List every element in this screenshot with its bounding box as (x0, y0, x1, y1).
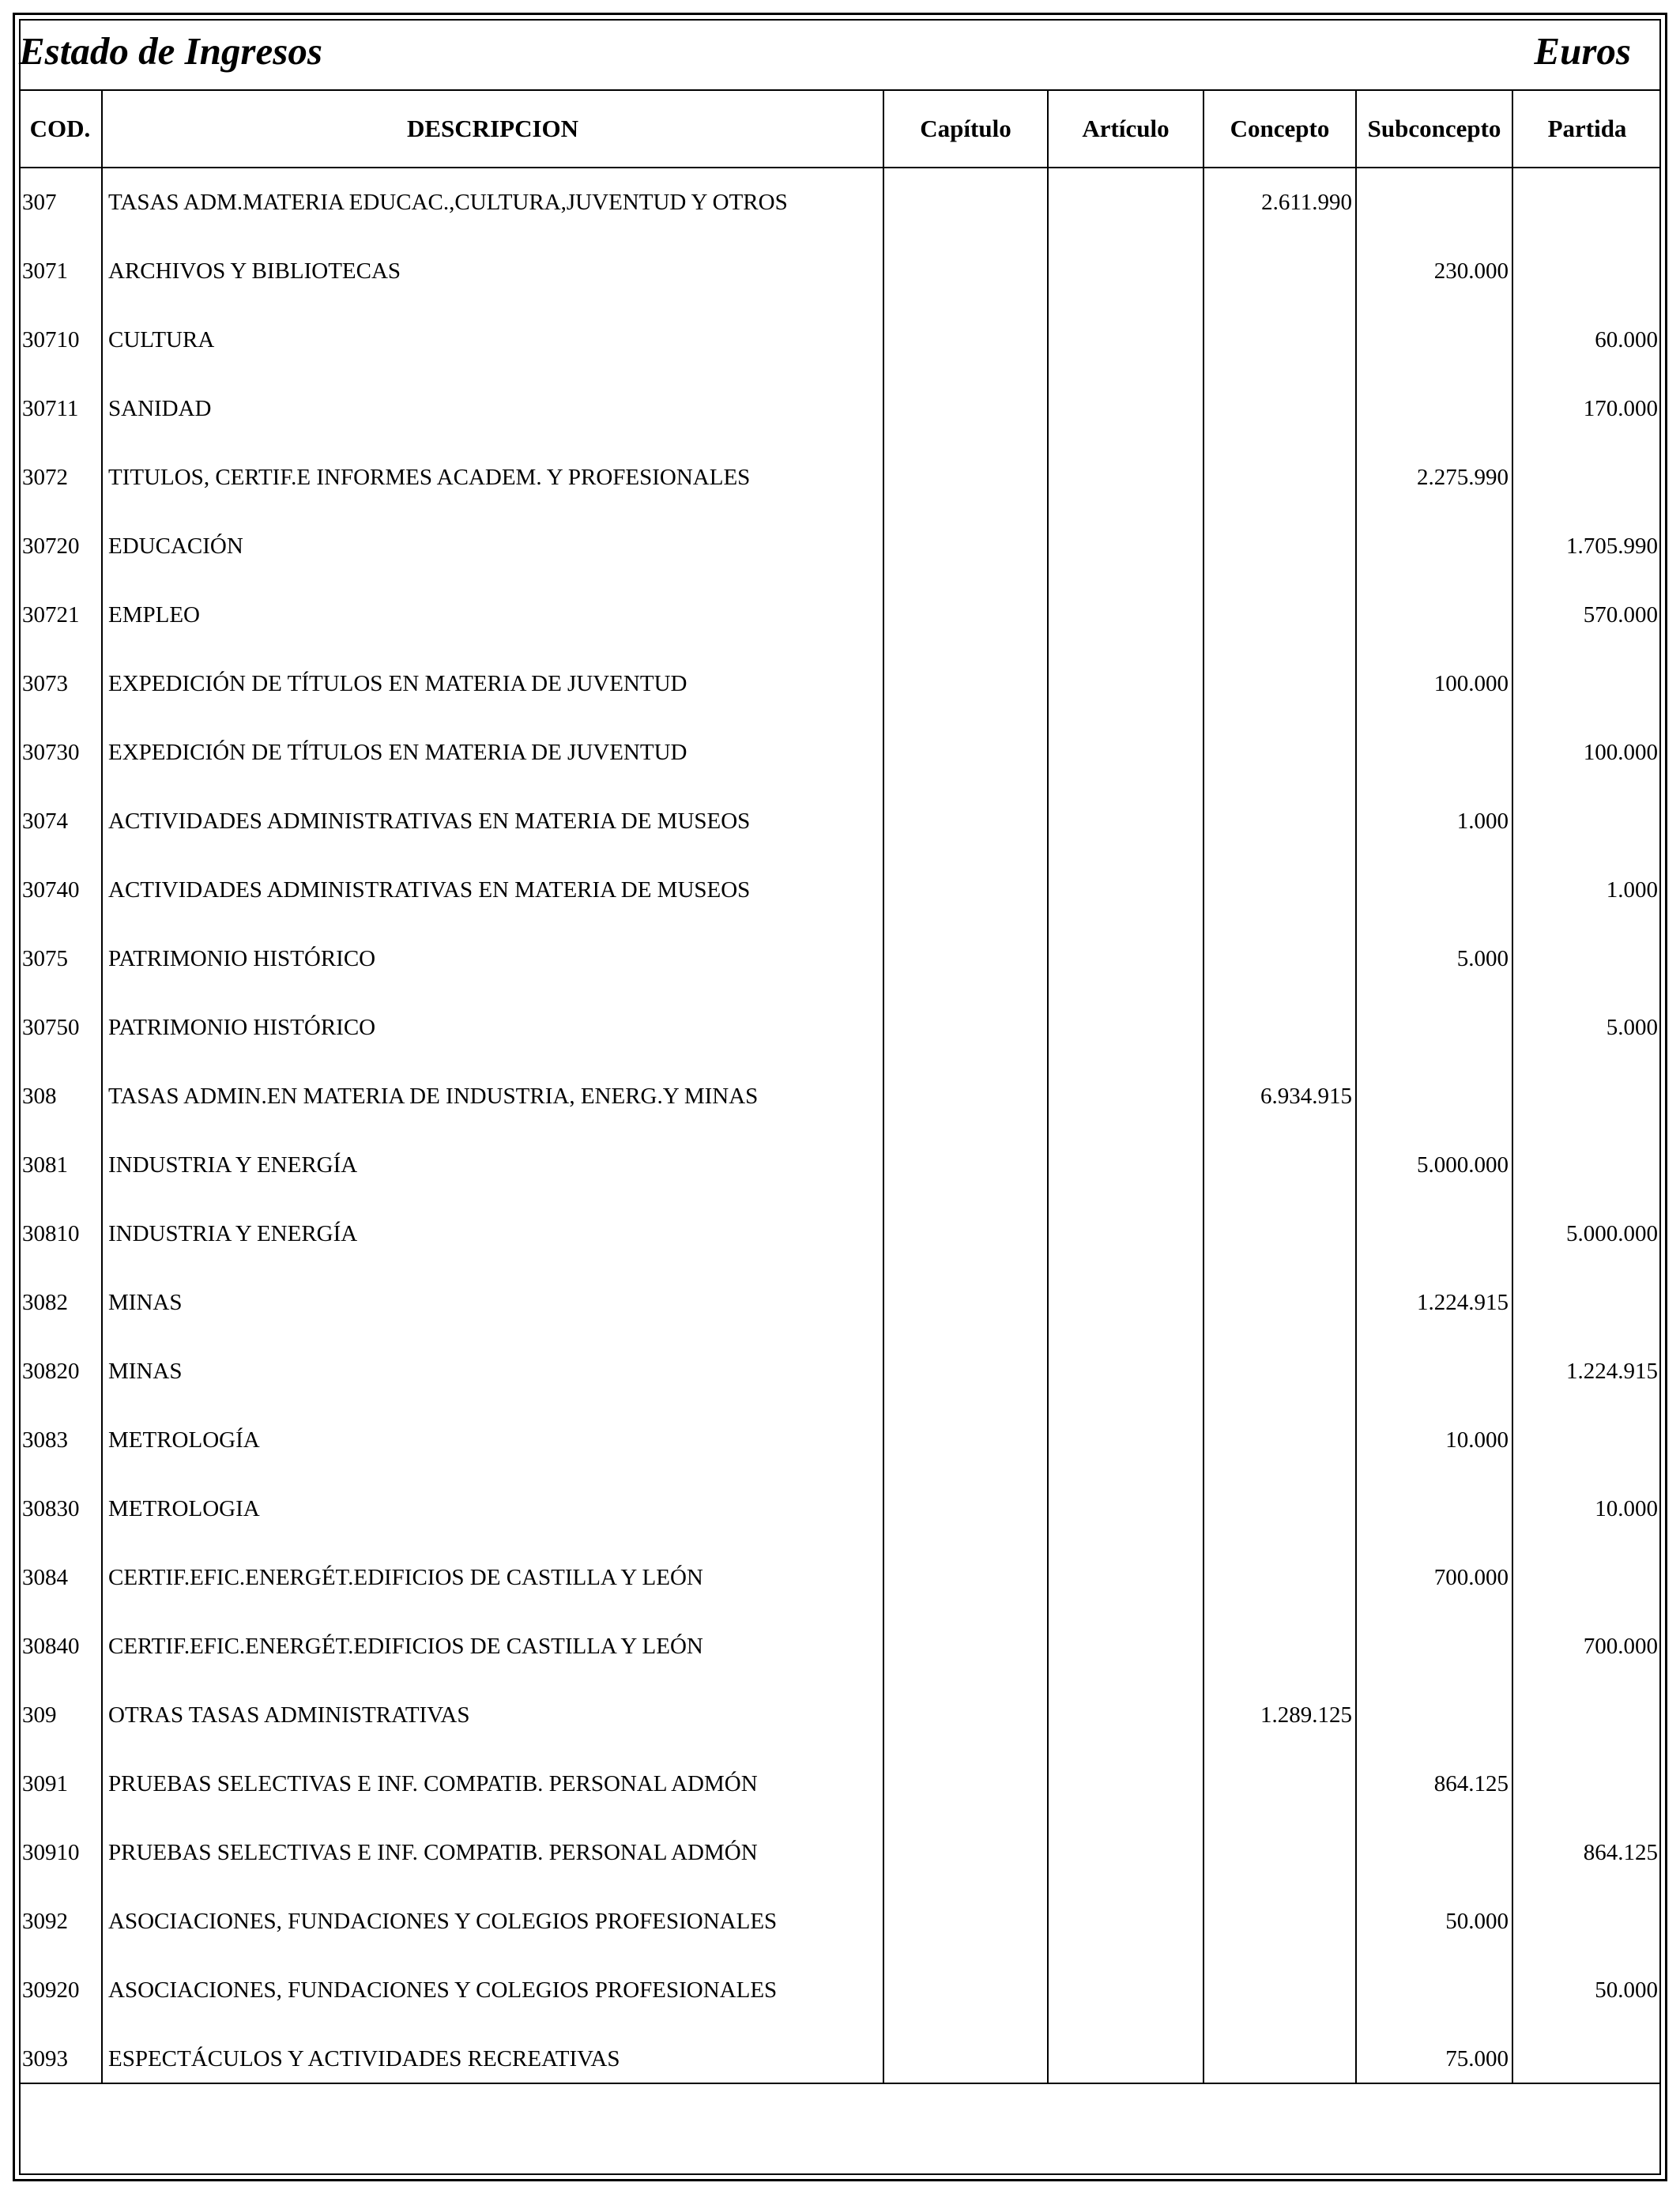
cell-articulo (1049, 1131, 1201, 1200)
cell-partida (1512, 1750, 1658, 1819)
cell-articulo (1049, 1337, 1201, 1406)
cell-articulo (1049, 237, 1201, 306)
table-row (19, 168, 1661, 237)
cell-cod: 3093 (22, 2046, 68, 2071)
cell-subconcepto: 1.000 (1456, 809, 1509, 834)
table-row (19, 650, 1661, 718)
cell-concepto (1204, 581, 1352, 650)
cell-subconcepto (1357, 1062, 1509, 1131)
cell-partida: 1.705.990 (1566, 533, 1658, 559)
cell-partida: 60.000 (1595, 327, 1658, 352)
cell-partida (1512, 1544, 1658, 1612)
table-row (19, 1337, 1661, 1406)
cell-concepto (1204, 375, 1352, 443)
cell-cod: 3071 (22, 258, 68, 284)
column-header-cod: COD. (29, 115, 91, 142)
cell-cod: 308 (22, 1084, 57, 1109)
cell-articulo (1049, 168, 1201, 237)
cell-concepto (1204, 1200, 1352, 1269)
cell-cod: 3091 (22, 1771, 68, 1796)
cell-partida: 5.000 (1606, 1015, 1658, 1040)
cell-capitulo (885, 1131, 1046, 1200)
cell-descripcion: MINAS (108, 1359, 183, 1384)
cell-descripcion: ASOCIACIONES, FUNDACIONES Y COLEGIOS PROFESIONALES (108, 1977, 778, 2003)
cell-articulo (1049, 581, 1201, 650)
cell-concepto (1204, 1475, 1352, 1544)
cell-capitulo (885, 1062, 1046, 1131)
cell-cod: 3072 (22, 465, 68, 490)
table-row (19, 1269, 1661, 1337)
cell-partida (1512, 168, 1658, 237)
cell-descripcion: INDUSTRIA Y ENERGÍA (108, 1152, 358, 1178)
cell-descripcion: CULTURA (108, 327, 215, 352)
table-row (19, 581, 1661, 650)
cell-descripcion: OTRAS TASAS ADMINISTRATIVAS (108, 1702, 470, 1728)
cell-concepto (1204, 650, 1352, 718)
cell-descripcion: ASOCIACIONES, FUNDACIONES Y COLEGIOS PROFESIONALES (108, 1909, 778, 1934)
cell-capitulo (885, 1337, 1046, 1406)
cell-partida (1512, 1887, 1658, 1956)
cell-concepto (1204, 306, 1352, 375)
currency-unit: Euros (1534, 29, 1631, 73)
cell-capitulo (885, 306, 1046, 375)
cell-concepto (1204, 1819, 1352, 1887)
table-row (19, 787, 1661, 856)
cell-concepto (1204, 2025, 1352, 2094)
cell-concepto (1204, 718, 1352, 787)
cell-subconcepto (1357, 306, 1509, 375)
cell-articulo (1049, 993, 1201, 1062)
cell-cod: 3081 (22, 1152, 68, 1178)
cell-concepto: 1.289.125 (1260, 1702, 1352, 1728)
cell-articulo (1049, 1612, 1201, 1681)
cell-partida: 1.000 (1606, 877, 1658, 903)
cell-articulo (1049, 856, 1201, 925)
cell-capitulo (885, 1819, 1046, 1887)
cell-articulo (1049, 1956, 1201, 2025)
cell-cod: 30730 (22, 740, 80, 765)
cell-articulo (1049, 375, 1201, 443)
cell-partida: 170.000 (1583, 396, 1658, 421)
cell-descripcion: ESPECTÁCULOS Y ACTIVIDADES RECREATIVAS (108, 2046, 620, 2071)
cell-capitulo (885, 856, 1046, 925)
table-row (19, 1750, 1661, 1819)
cell-capitulo (885, 1269, 1046, 1337)
cell-subconcepto (1357, 1337, 1509, 1406)
cell-cod: 3073 (22, 671, 68, 696)
cell-articulo (1049, 1200, 1201, 1269)
cell-subconcepto: 1.224.915 (1417, 1290, 1509, 1315)
column-header-subconcepto: Subconcepto (1367, 115, 1501, 142)
cell-articulo (1049, 787, 1201, 856)
cell-capitulo (885, 925, 1046, 993)
cell-cod: 30711 (22, 396, 79, 421)
table-row (19, 1956, 1661, 2025)
cell-concepto (1204, 1131, 1352, 1200)
cell-partida: 50.000 (1595, 1977, 1658, 2003)
cell-articulo (1049, 650, 1201, 718)
cell-concepto (1204, 856, 1352, 925)
cell-articulo (1049, 1750, 1201, 1819)
cell-concepto (1204, 1269, 1352, 1337)
table-row (19, 512, 1661, 581)
cell-subconcepto (1357, 856, 1509, 925)
table-row (19, 443, 1661, 512)
cell-articulo (1049, 1544, 1201, 1612)
cell-descripcion: EDUCACIÓN (108, 533, 243, 559)
cell-descripcion: TASAS ADM.MATERIA EDUCAC.,CULTURA,JUVENTUD Y OTROS (108, 190, 788, 215)
table-row (19, 1819, 1661, 1887)
table-row (19, 306, 1661, 375)
cell-partida (1512, 443, 1658, 512)
cell-subconcepto (1357, 1612, 1509, 1681)
cell-descripcion: PRUEBAS SELECTIVAS E INF. COMPATIB. PERSONAL ADMÓN (108, 1840, 758, 1865)
cell-subconcepto (1357, 168, 1509, 237)
cell-partida (1512, 1406, 1658, 1475)
column-header-capitulo: Capítulo (920, 115, 1011, 142)
cell-capitulo (885, 1956, 1046, 2025)
cell-partida (1512, 1269, 1658, 1337)
cell-articulo (1049, 925, 1201, 993)
cell-subconcepto: 2.275.990 (1417, 465, 1509, 490)
cell-subconcepto (1357, 1475, 1509, 1544)
column-header-concepto: Concepto (1230, 115, 1330, 142)
page-title: Estado de Ingresos (19, 29, 322, 73)
cell-concepto (1204, 237, 1352, 306)
cell-capitulo (885, 718, 1046, 787)
cell-subconcepto (1357, 512, 1509, 581)
cell-cod: 30710 (22, 327, 80, 352)
cell-capitulo (885, 443, 1046, 512)
cell-subconcepto (1357, 1956, 1509, 2025)
table-row (19, 1475, 1661, 1544)
cell-partida: 570.000 (1583, 602, 1658, 628)
cell-articulo (1049, 1887, 1201, 1956)
table-row (19, 2025, 1661, 2094)
cell-articulo (1049, 443, 1201, 512)
cell-subconcepto (1357, 993, 1509, 1062)
cell-descripcion: PATRIMONIO HISTÓRICO (108, 946, 376, 971)
cell-cod: 307 (22, 190, 57, 215)
cell-cod: 3092 (22, 1909, 68, 1934)
cell-cod: 3083 (22, 1427, 68, 1453)
cell-subconcepto: 230.000 (1433, 258, 1509, 284)
cell-articulo (1049, 1406, 1201, 1475)
cell-descripcion: CERTIF.EFIC.ENERGÉT.EDIFICIOS DE CASTILLA Y LEÓN (108, 1634, 703, 1659)
cell-concepto (1204, 512, 1352, 581)
cell-cod: 30721 (22, 602, 80, 628)
cell-descripcion: TASAS ADMIN.EN MATERIA DE INDUSTRIA, ENERG.Y MINAS (108, 1084, 759, 1109)
cell-descripcion: EXPEDICIÓN DE TÍTULOS EN MATERIA DE JUVENTUD (108, 671, 687, 696)
cell-descripcion: ACTIVIDADES ADMINISTRATIVAS EN MATERIA DE MUSEOS (108, 877, 751, 903)
cell-partida (1512, 650, 1658, 718)
cell-cod: 30840 (22, 1634, 80, 1659)
cell-partida (1512, 1681, 1658, 1750)
table-row (19, 1062, 1661, 1131)
table-row (19, 925, 1661, 993)
table-row (19, 993, 1661, 1062)
cell-partida (1512, 1131, 1658, 1200)
cell-concepto (1204, 925, 1352, 993)
cell-capitulo (885, 1475, 1046, 1544)
cell-descripcion: ARCHIVOS Y BIBLIOTECAS (108, 258, 401, 284)
cell-capitulo (885, 168, 1046, 237)
cell-partida: 700.000 (1583, 1634, 1658, 1659)
cell-cod: 30720 (22, 533, 80, 559)
cell-articulo (1049, 1475, 1201, 1544)
cell-cod: 3075 (22, 946, 68, 971)
cell-concepto: 6.934.915 (1260, 1084, 1352, 1109)
cell-articulo (1049, 1819, 1201, 1887)
cell-descripcion: ACTIVIDADES ADMINISTRATIVAS EN MATERIA DE MUSEOS (108, 809, 751, 834)
cell-capitulo (885, 581, 1046, 650)
cell-cod: 30820 (22, 1359, 80, 1384)
cell-descripcion: TITULOS, CERTIF.E INFORMES ACADEM. Y PROFESIONALES (108, 465, 751, 490)
table-row (19, 1887, 1661, 1956)
cell-articulo (1049, 1269, 1201, 1337)
cell-capitulo (885, 1200, 1046, 1269)
cell-cod: 30810 (22, 1221, 80, 1246)
cell-cod: 3082 (22, 1290, 68, 1315)
cell-descripcion: SANIDAD (108, 396, 212, 421)
table-row (19, 1544, 1661, 1612)
cell-subconcepto (1357, 1200, 1509, 1269)
cell-concepto: 2.611.990 (1261, 190, 1352, 215)
column-header-articulo: Artículo (1082, 115, 1170, 142)
cell-capitulo (885, 375, 1046, 443)
table-row (19, 237, 1661, 306)
cell-concepto (1204, 787, 1352, 856)
cell-capitulo (885, 787, 1046, 856)
cell-concepto (1204, 1887, 1352, 1956)
cell-capitulo (885, 2025, 1046, 2094)
cell-concepto (1204, 1337, 1352, 1406)
cell-subconcepto: 700.000 (1433, 1565, 1509, 1590)
cell-descripcion: INDUSTRIA Y ENERGÍA (108, 1221, 358, 1246)
cell-capitulo (885, 1750, 1046, 1819)
column-header-descripcion: DESCRIPCION (406, 115, 579, 142)
cell-partida: 100.000 (1583, 740, 1658, 765)
cell-cod: 30830 (22, 1496, 80, 1521)
cell-descripcion: EXPEDICIÓN DE TÍTULOS EN MATERIA DE JUVENTUD (108, 740, 687, 765)
cell-descripcion: PATRIMONIO HISTÓRICO (108, 1015, 376, 1040)
cell-descripcion: METROLOGÍA (108, 1427, 260, 1453)
cell-subconcepto: 5.000.000 (1417, 1152, 1509, 1178)
cell-concepto (1204, 1956, 1352, 2025)
cell-articulo (1049, 1062, 1201, 1131)
cell-cod: 3084 (22, 1565, 68, 1590)
cell-partida (1512, 925, 1658, 993)
cell-articulo (1049, 306, 1201, 375)
cell-descripcion: EMPLEO (108, 602, 200, 628)
cell-capitulo (885, 1544, 1046, 1612)
cell-articulo (1049, 1681, 1201, 1750)
table-row (19, 1406, 1661, 1475)
cell-subconcepto: 100.000 (1433, 671, 1509, 696)
cell-descripcion: MINAS (108, 1290, 183, 1315)
cell-partida (1512, 1062, 1658, 1131)
table-row (19, 1200, 1661, 1269)
cell-subconcepto (1357, 718, 1509, 787)
cell-concepto (1204, 1612, 1352, 1681)
cell-capitulo (885, 1406, 1046, 1475)
cell-descripcion: CERTIF.EFIC.ENERGÉT.EDIFICIOS DE CASTILLA Y LEÓN (108, 1565, 703, 1590)
cell-partida: 5.000.000 (1566, 1221, 1658, 1246)
cell-descripcion: METROLOGIA (108, 1496, 260, 1521)
cell-articulo (1049, 2025, 1201, 2094)
cell-concepto (1204, 1406, 1352, 1475)
cell-capitulo (885, 993, 1046, 1062)
cell-cod: 3074 (22, 809, 68, 834)
cell-cod: 30920 (22, 1977, 80, 2003)
cell-concepto (1204, 443, 1352, 512)
cell-capitulo (885, 1612, 1046, 1681)
column-header-partida: Partida (1547, 115, 1627, 142)
cell-partida: 1.224.915 (1566, 1359, 1658, 1384)
cell-subconcepto: 864.125 (1433, 1771, 1509, 1796)
table-row (19, 718, 1661, 787)
cell-concepto (1204, 1544, 1352, 1612)
cell-capitulo (885, 237, 1046, 306)
table-row (19, 856, 1661, 925)
cell-capitulo (885, 1681, 1046, 1750)
table-row (19, 1612, 1661, 1681)
cell-concepto (1204, 1750, 1352, 1819)
table-row (19, 1681, 1661, 1750)
cell-capitulo (885, 650, 1046, 718)
cell-cod: 309 (22, 1702, 57, 1728)
cell-cod: 30750 (22, 1015, 80, 1040)
cell-subconcepto (1357, 1681, 1509, 1750)
cell-partida (1512, 2025, 1658, 2094)
cell-capitulo (885, 512, 1046, 581)
cell-articulo (1049, 512, 1201, 581)
table-row (19, 1131, 1661, 1200)
cell-subconcepto (1357, 1819, 1509, 1887)
cell-subconcepto: 10.000 (1445, 1427, 1509, 1453)
cell-partida (1512, 787, 1658, 856)
cell-subconcepto: 5.000 (1456, 946, 1509, 971)
cell-subconcepto: 75.000 (1445, 2046, 1509, 2071)
cell-partida: 864.125 (1583, 1840, 1658, 1865)
cell-partida: 10.000 (1595, 1496, 1658, 1521)
cell-subconcepto (1357, 581, 1509, 650)
cell-subconcepto (1357, 375, 1509, 443)
cell-cod: 30740 (22, 877, 80, 903)
cell-descripcion: PRUEBAS SELECTIVAS E INF. COMPATIB. PERSONAL ADMÓN (108, 1771, 758, 1796)
cell-partida (1512, 237, 1658, 306)
cell-cod: 30910 (22, 1840, 80, 1865)
cell-capitulo (885, 1887, 1046, 1956)
cell-subconcepto: 50.000 (1445, 1909, 1509, 1934)
cell-articulo (1049, 718, 1201, 787)
cell-concepto (1204, 993, 1352, 1062)
table-row (19, 375, 1661, 443)
